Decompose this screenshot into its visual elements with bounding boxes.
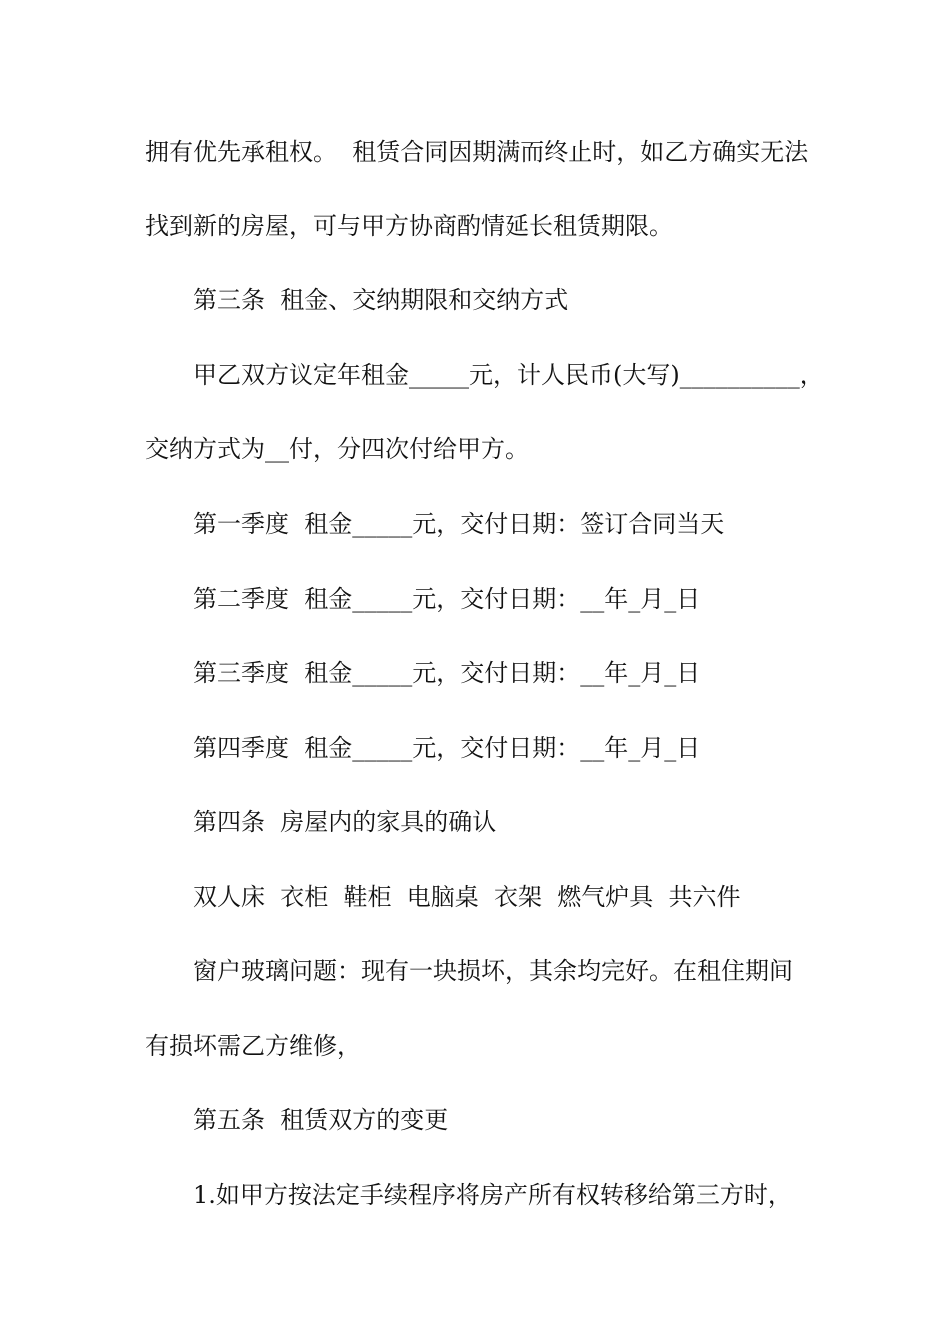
payment-line-q4: 第四季度 租金_____元，交付日期：__年_月_日 xyxy=(193,734,701,762)
furniture-list: 双人床 衣柜 鞋柜 电脑桌 衣架 燃气炉具 共六件 xyxy=(193,883,741,911)
paragraph-line: 甲乙双方议定年租金_____元，计人民币(大写)__________， xyxy=(193,361,824,389)
paragraph-line: 交纳方式为__付，分四次付给甲方。 xyxy=(145,435,529,463)
section-heading: 第四条 房屋内的家具的确认 xyxy=(193,808,497,836)
paragraph-line: 窗户玻璃问题：现有一块损坏，其余均完好。在租住期间 xyxy=(193,957,793,985)
paragraph-line: 拥有优先承租权。 租赁合同因期满而终止时，如乙方确实无法 xyxy=(145,138,809,166)
payment-line-q3: 第三季度 租金_____元，交付日期：__年_月_日 xyxy=(193,659,701,687)
paragraph-line: 找到新的房屋，可与甲方协商酌情延长租赁期限。 xyxy=(145,212,673,240)
paragraph-line: 有损坏需乙方维修， xyxy=(145,1032,361,1060)
payment-line-q2: 第二季度 租金_____元，交付日期：__年_月_日 xyxy=(193,585,701,613)
section-heading: 第三条 租金、交纳期限和交纳方式 xyxy=(193,286,569,314)
section-heading: 第五条 租赁双方的变更 xyxy=(193,1106,449,1134)
payment-line-q1: 第一季度 租金_____元，交付日期：签订合同当天 xyxy=(193,510,725,538)
paragraph-line: 1.如甲方按法定手续程序将房产所有权转移给第三方时， xyxy=(193,1181,792,1209)
